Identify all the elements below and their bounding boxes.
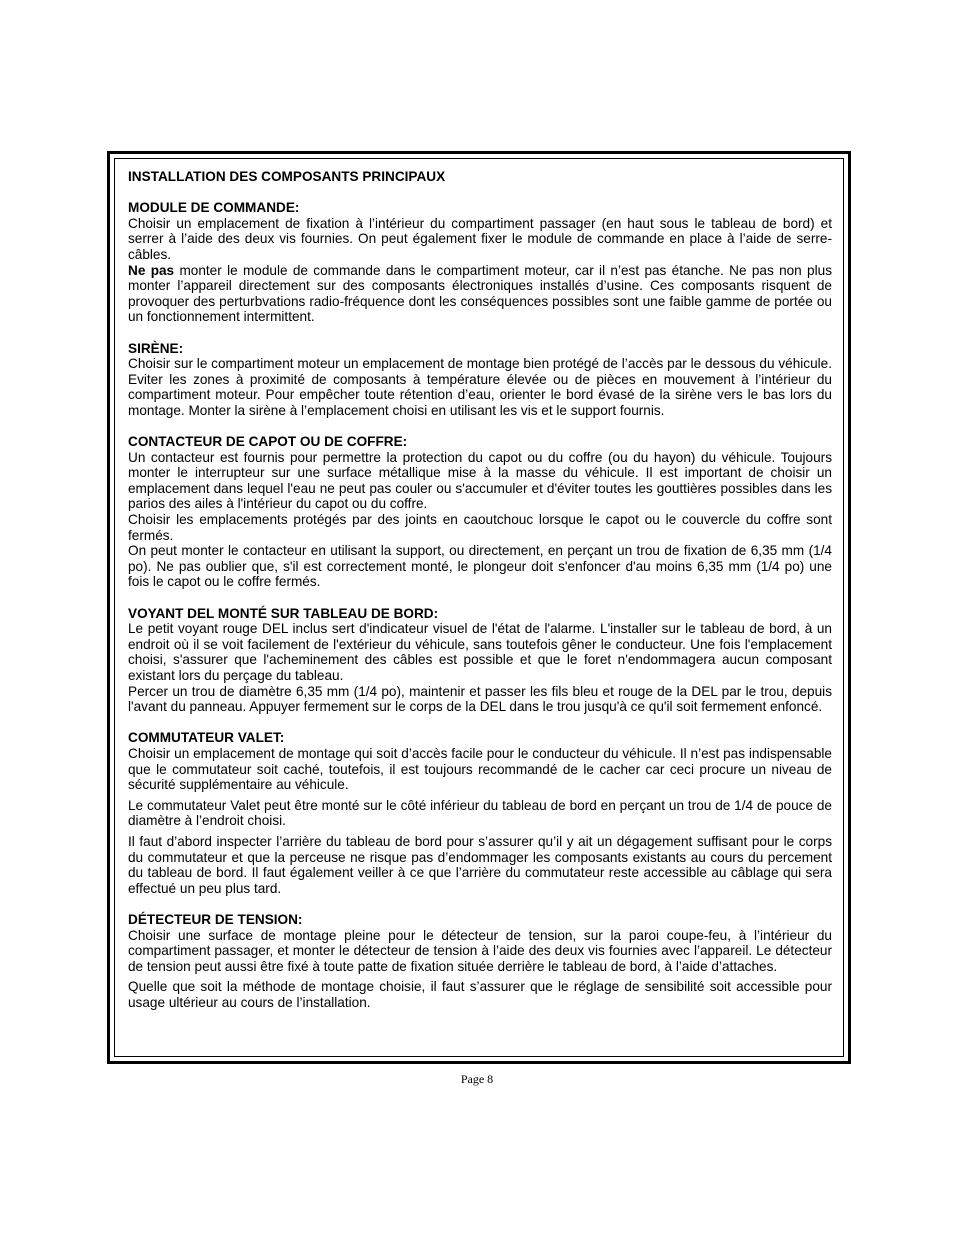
section-heading: VOYANT DEL MONTÉ SUR TABLEAU DE BORD: — [128, 605, 439, 621]
paragraph — [128, 263, 832, 325]
paragraph: Un contacteur est fournis pour permettre la protection du capot ou du coffre (ou du hayon) du véhicule. Toujours monter le interrupteur sur une surface métallique mise à la masse du véhicule. Il est important de choisir un emplacement dans lequel l'eau ne peut pas couler ou s'accumuler et d'éviter toutes les gouttières possibles dans les parios des ailes à l'intérieur du capot ou du coffre. — [128, 449, 832, 512]
paragraph: Choisir un emplacement de fixation à l’intérieur du compartiment passager (en haut sous le tableau de bord) et serrer à l’aide des deux vis fournies. On peut également fixer le module de commande en place à l’aide de serre-câbles. — [128, 215, 832, 262]
section-heading: CONTACTEUR DE CAPOT OU DE COFFRE: — [128, 434, 408, 450]
paragraph: Le petit voyant rouge DEL inclus sert d'indicateur visuel de l'état de l'alarme. L'installer sur le tableau de bord, à un endroit où il se voit facilement de l'extérieur du véhicule, sans toutefois gêner le conducteur. Une fois l'emplacement choisi, s'assurer que l'acheminement des câbles est possible et que le foret n'endommagera aucun composant existant lors du perçage du tableau. — [128, 621, 832, 683]
section-commutateur-valet — [128, 730, 832, 896]
document-body — [128, 169, 832, 1026]
section-heading: DÉTECTEUR DE TENSION: — [128, 911, 303, 927]
section-contacteur — [128, 434, 832, 590]
paragraph-text: monter le module de commande dans le compartiment moteur, car il n’est pas étanche. Ne pas non plus monter l’appareil directement sur des composants électroniques installés d’usine. Ces composants risquent de provoquer des perturbvations radio-fréquence dont les conséquences possibles sont une faible gamme de portée ou un fonctionnement intermittent. — [128, 262, 832, 325]
paragraph: Choisir les emplacements protégés par des joints en caoutchouc lorsque le capot ou le couvercle du coffre sont fermés. — [128, 512, 832, 543]
paragraph: Percer un trou de diamètre 6,35 mm (1/4 po), maintenir et passer les fils bleu et rouge de la DEL par le trou, depuis l'avant du panneau. Appuyer fermement sur le corps de la DEL dans le trou jusqu'à ce qu'il soit fermement enfoncé. — [128, 683, 832, 715]
section-heading: COMMUTATEUR VALET: — [128, 730, 285, 746]
section-heading: SIRÈNE: — [128, 340, 184, 356]
bold-lead: Ne pas — [128, 262, 175, 278]
section-module-commande — [128, 200, 832, 325]
paragraph: Choisir une surface de montage pleine pour le détecteur de tension, sur la paroi coupe-feu, à l’intérieur du compartiment passager, et monter le détecteur de tension à l’aide des deux vis fournies avec l’appareil. Le détecteur de tension peut aussi être fixé à toute patte de fixation située derrière le tableau de bord, à l’aide d’attaches. — [128, 927, 832, 974]
paragraph: Choisir un emplacement de montage qui soit d’accès facile pour le conducteur du véhicule. Il n’est pas indispensable que le commutateur soit caché, toutefois, il est toujours recommandé de le cacher car ceci procure un niveau de sécurité supplémentaire au véhicule. — [128, 745, 832, 793]
page-number: Page 8 — [460, 1072, 494, 1086]
section-voyant-del — [128, 606, 832, 715]
paragraph: Choisir sur le compartiment moteur un emplacement de montage bien protégé de l’accès par le dessous du véhicule. Eviter les zones à proximité de composants à température élevée ou de pièces en mouvement à l’intérieur du compartiment moteur. Pour empêcher toute rétention d’eau, orienter le bord évasé de la sirène vers le bas lors du montage. Monter la sirène à l’emplacement choisi en utilisant les vis et le support fournis. — [128, 356, 832, 418]
paragraph: Le commutateur Valet peut être monté sur le côté inférieur du tableau de bord en perçant un trou de 1/4 de pouce de diamètre à l’endroit choisi. — [128, 797, 832, 829]
section-sirene — [128, 341, 832, 419]
paragraph: Il faut d’abord inspecter l’arrière du tableau de bord pour s’assurer qu’il y ait un dégagement suffisant pour le corps du commutateur et que la perceuse ne risque pas d’endommager les composants existants au cours du percement du tableau de bord. Il faut également veiller à ce que l’arrière du commutateur reste accessible au câblage qui sera effectué un peu plus tard. — [128, 833, 832, 896]
paragraph: On peut monter le contacteur en utilisant la support, ou directement, en perçant un trou de fixation de 6,35 mm (1/4 po). Ne pas oublier que, s'il est correctement monté, le plongeur doit s'enfoncer d'au moins 6,35 mm (1/4 po) une fois le capot ou le coffre fermés. — [128, 543, 832, 590]
section-detecteur-tension — [128, 912, 832, 1011]
paragraph: Quelle que soit la méthode de montage choisie, il faut s’assurer que le réglage de sensibilité soit accessible pour usage ultérieur au cours de l’installation. — [128, 979, 832, 1010]
document-title: INSTALLATION DES COMPOSANTS PRINCIPAUX — [128, 169, 446, 184]
section-heading: MODULE DE COMMANDE: — [128, 200, 300, 216]
